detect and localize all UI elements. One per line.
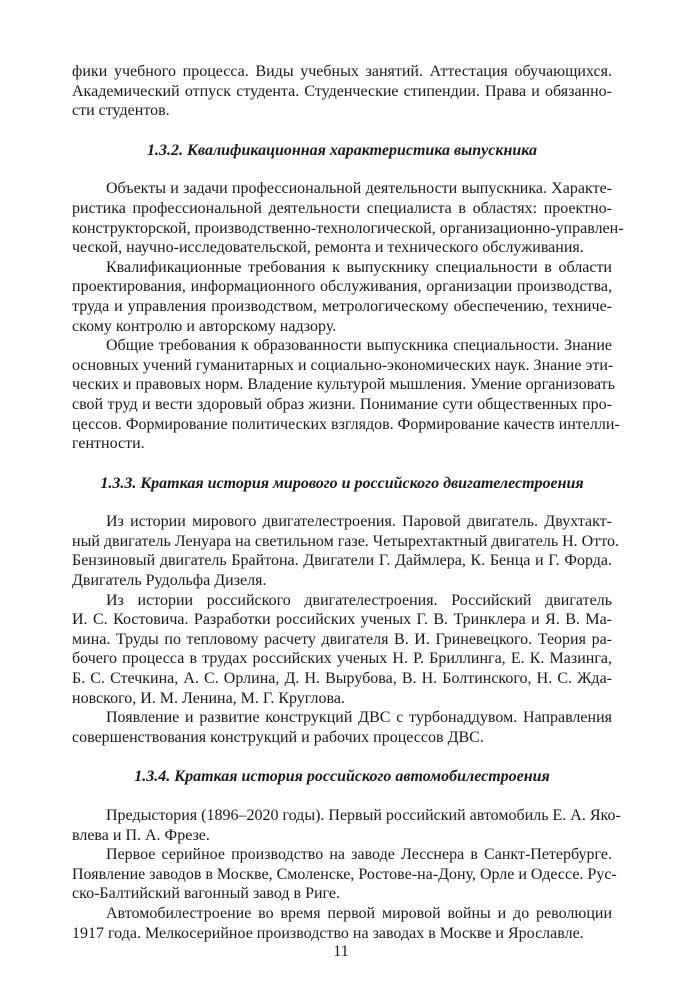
text-line: Автомобилестроение во время первой мировой войны и до революции — [106, 904, 612, 922]
text-line: Из истории российского двигателестроения. Российский двигатель — [106, 591, 612, 609]
section-heading: 1.3.2. Квалификационная характеристика выпускника — [147, 141, 537, 159]
text-line: ческой, научно-исследовательской, ремонта и технического обслуживания. — [72, 239, 584, 257]
paragraph — [72, 708, 612, 747]
text-line: гентности. — [72, 435, 145, 453]
text-line: Общие требования к образованности выпускника специальности. Знание — [106, 337, 612, 355]
paragraph — [72, 179, 624, 257]
text-line: проектирования, информационного обслуживания, организации производства, — [72, 278, 612, 296]
text-line: 1917 года. Мелкосерийное производство на заводах в Москве и Ярославле. — [72, 924, 584, 942]
paragraph — [72, 512, 620, 590]
text-line: скому контролю и авторскому надзору. — [72, 317, 337, 335]
paragraph — [72, 904, 612, 943]
text-line: ческих и правовых норм. Владение культурой мышления. Умение организовать — [72, 376, 615, 394]
paragraph — [72, 258, 612, 336]
text-line: новского, И. М. Ленина, М. Г. Круглова. — [72, 689, 345, 707]
text-line: Квалификационные требования к выпускнику специальности в области — [106, 258, 612, 276]
text-line: И. С. Костовича. Разработки российских ученых Г. В. Тринклера и Я. В. Ма- — [72, 611, 612, 629]
text-line: ристика профессиональной деятельности специалиста в областях: проектно- — [72, 199, 612, 217]
page-body — [72, 62, 624, 943]
text-line: ный двигатель Ленуара на светильном газе. Четырехтактный двигатель Н. Отто. — [72, 532, 620, 550]
text-line: Предыстория (1896–2020 годы). Первый российский автомобиль Е. А. Яко- — [106, 807, 621, 824]
text-line: фики учебного процесса. Виды учебных занятий. Аттестация обучающихся. — [72, 63, 612, 80]
text-line: совершенствования конструкций и рабочих процессов ДВС. — [72, 728, 484, 746]
text-line: Бензиновый двигатель Брайтона. Двигатели Г. Даймлера, К. Бенца и Г. Форда. — [72, 552, 612, 570]
text-line: Б. С. Стечкина, А. С. Орлина, Д. Н. Вырубова, В. Н. Болтинского, Н. С. Жда- — [72, 670, 612, 688]
text-line: Объекты и задачи профессиональной деятельности выпускника. Характе- — [106, 180, 612, 198]
text-line: цессов. Формирование политических взглядов. Формирование качеств интелли- — [72, 415, 620, 433]
paragraph — [72, 806, 621, 845]
text-line: основных учений гуманитарных и социально-экономических наук. Знание эти- — [72, 356, 614, 374]
text-line: Первое серийное производство на заводе Лесснера в Санкт-Петербурге. — [106, 846, 612, 864]
paragraph — [72, 62, 612, 121]
paragraph — [72, 591, 612, 709]
section-heading: 1.3.4. Краткая история российского автомобилестроения — [134, 768, 550, 786]
text-line: Из истории мирового двигателестроения. Паровой двигатель. Двухтакт- — [106, 513, 612, 531]
text-line: сти студентов. — [72, 102, 170, 120]
paragraph — [72, 845, 617, 904]
section-heading: 1.3.3. Краткая история мирового и российского двигателестроения — [100, 474, 584, 492]
text-line: ско-Балтийский вагонный завод в Риге. — [72, 885, 340, 903]
text-line: Двигатель Рудольфа Дизеля. — [72, 572, 267, 590]
text-line: Появление заводов в Москве, Смоленске, Ростове-на-Дону, Орле и Одессе. Рус- — [72, 865, 617, 883]
text-line: влева и П. А. Фрезе. — [72, 826, 210, 844]
text-line: бочего процесса в трудах российских ученых Н. Р. Бриллинга, Е. К. Мазинга, — [72, 650, 612, 668]
text-line: конструкторской, производственно-технологической, организационно-управлен- — [72, 219, 624, 237]
text-line: свой труд и вести здоровый образ жизни. Понимание сути общественных про- — [72, 395, 612, 413]
text-line: мина. Труды по тепловому расчету двигателя В. И. Гриневецкого. Теория ра- — [72, 630, 612, 648]
paragraph — [72, 336, 620, 454]
text-line: Появление и развитие конструкций ДВС с турбонаддувом. Направления — [106, 709, 612, 727]
page-number: 11 — [333, 943, 349, 960]
text-line: труда и управления производством, метрологическому обеспечению, техниче- — [72, 297, 612, 315]
text-line: Академический отпуск студента. Студенческие стипендии. Права и обязанно- — [72, 82, 612, 100]
